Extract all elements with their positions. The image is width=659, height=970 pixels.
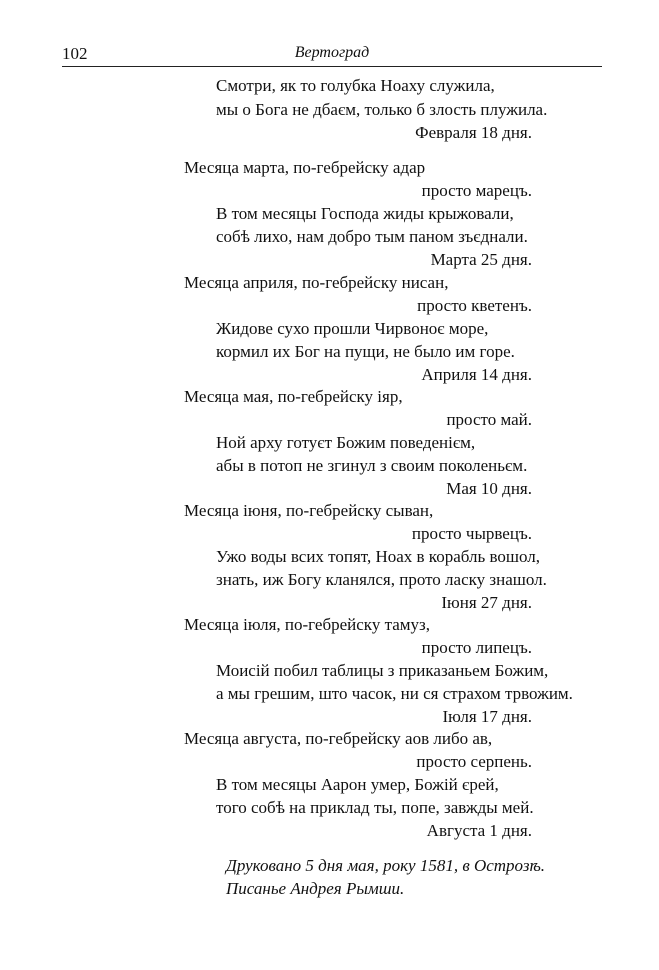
- date-line: Априля 14 дня.: [421, 365, 532, 384]
- page-number: 102: [62, 44, 88, 63]
- month-heading: Месяца марта, по-гебрейску адар: [184, 158, 426, 177]
- month-heading: Месяца августа, по-гебрейску аов либо ав,: [184, 729, 493, 748]
- month-heading: Месяца априля, по-гебрейску нисан,: [184, 273, 449, 292]
- verse-line: кормил их Бог на пущи, не было им горе.: [216, 342, 515, 361]
- verse-line: Смотри, як то голубка Ноаху служила,: [216, 76, 495, 95]
- colophon-line: Друковано 5 дня мая, року 1581, в Острозѣ.: [226, 856, 546, 875]
- page-header: [62, 44, 602, 68]
- verse-line: абы в потоп не згинул з своим поколеньєм.: [216, 456, 528, 475]
- month-heading: Месяца мая, по-гебрейску іяр,: [184, 387, 403, 406]
- month-name: просто серпень.: [416, 752, 532, 771]
- verse-line: В том месяцы Аарон умер, Божій єрей,: [216, 775, 499, 794]
- month-heading: Месяца іюня, по-гебрейску сыван,: [184, 501, 434, 520]
- verse-line: Ной арху готуєт Божим поведенієм,: [216, 433, 476, 452]
- verse-line: Ужо воды всих топят, Ноах в корабль вошол,: [216, 547, 540, 566]
- date-line: Іюня 27 дня.: [441, 593, 532, 612]
- date-line: Марта 25 дня.: [430, 250, 532, 269]
- month-heading: Месяца іюля, по-гебрейску тамуз,: [184, 615, 430, 634]
- date-line: Мая 10 дня.: [446, 479, 532, 498]
- date-line: Февраля 18 дня.: [415, 123, 532, 142]
- running-title: Вертоград: [294, 44, 370, 61]
- verse-line: того собѣ на приклад ты, попе, завжды мей.: [216, 798, 534, 817]
- date-line: Іюля 17 дня.: [442, 707, 532, 726]
- verse-line: знать, иж Богу кланялся, прото ласку знашол.: [216, 570, 547, 589]
- month-name: просто чырвецъ.: [411, 524, 532, 543]
- month-name: просто кветенъ.: [417, 296, 532, 315]
- month-name: просто марецъ.: [421, 181, 532, 200]
- verse-line: а мы грешим, што часок, ни ся страхом трвожим.: [216, 684, 573, 703]
- header-rule: [62, 66, 602, 67]
- verse-line: собѣ лихо, нам добро тым паном зъєднали.: [216, 227, 528, 246]
- month-name: просто липецъ.: [421, 638, 532, 657]
- verse-line: В том месяцы Господа жиды крыжовали,: [216, 204, 514, 223]
- date-line: Августа 1 дня.: [426, 821, 532, 840]
- month-name: просто май.: [446, 410, 532, 429]
- verse-line: мы о Бога не дбаєм, только б злость плужила.: [216, 100, 548, 119]
- colophon-line: Писанье Андрея Рымши.: [226, 879, 405, 898]
- verse-line: Жидове сухо прошли Чирвоноє море,: [216, 319, 489, 338]
- verse-line: Моисій побил таблицы з приказаньем Божим,: [216, 661, 549, 680]
